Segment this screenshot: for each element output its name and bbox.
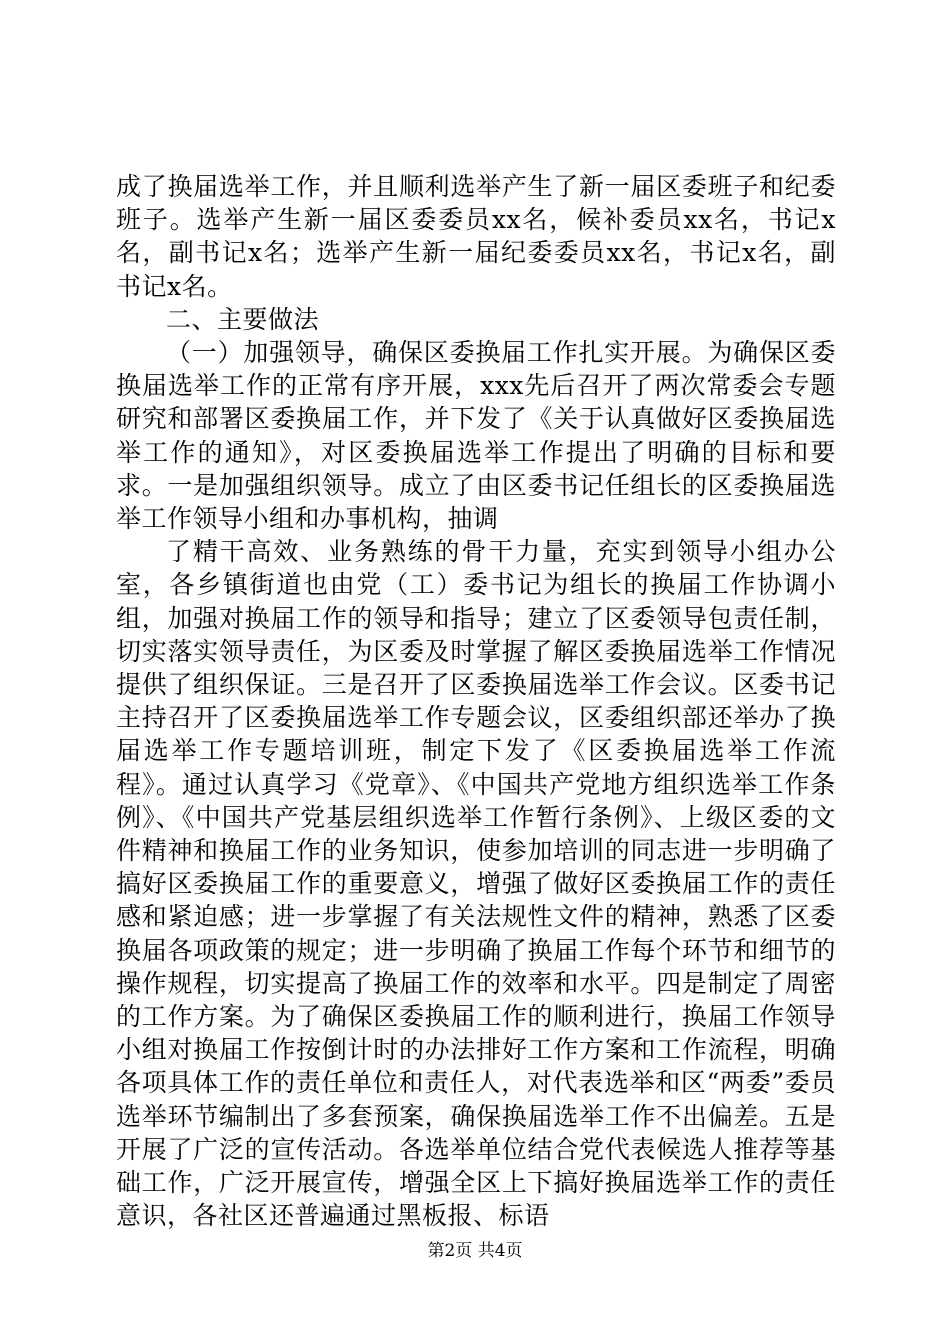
page-number-footer: 第2页 共4页 — [427, 1241, 523, 1261]
paragraph-election-results: 成了换届选举工作，并且顺利选举产生了新一届区委班子和纪委班子。选举产生新一届区委委员xx名，候补委员xx名，书记x名，副书记x名；选举产生新一届纪委委员xx名，书记x名，副书记x名。 — [116, 172, 836, 301]
paragraph-work-measures: 了精干高效、业务熟练的骨干力量，充实到领导小组办公室，各乡镇街道也由党（工）委书记为组长的换届工作协调小组，加强对换届工作的领导和指导；建立了区委领导包责任制，切实落实领导责任，为区委及时掌握了解区委换届选举工作情况提供了组织保证。三是召开了区委换届选举工作会议。区委书记主持召开了区委换届选举工作专题会议，区委组织部还举办了换届选举工作专题培训班，制定下发了《区委换届选举工作流程》。通过认真学习《党章》、《中国共产党地方组织选举工作条例》、《中国共产党基层组织选举工作暂行条例》、上级区委的文件精神和换届工作的业务知识，使参加培训的同志进一步明确了搞好区委换届工作的重要意义，增强了做好区委换届工作的责任感和紧迫感；进一步掌握了有关法规性文件的精神，熟悉了区委换届各项政策的规定；进一步明确了换届工作每个环节和细节的操作规程，切实提高了换届工作的效率和水平。四是制定了周密的工作方案。为了确保区委换届工作的顺利进行，换届工作领导小组对换届工作按倒计时的办法排好工作方案和工作流程，明确各项具体工作的责任单位和责任人，对代表选举和区“两委”委员选举环节编制出了多套预案，确保换届选举工作不出偏差。五是开展了广泛的宣传活动。各选举单位结合党代表候选人推荐等基础工作，广泛开展宣传，增强全区上下搞好换届选举工作的责任意识，各社区还普遍通过黑板报、标语 — [116, 537, 836, 1231]
paragraph-strengthen-leadership: （一）加强领导，确保区委换届工作扎实开展。为确保区委换届选举工作的正常有序开展，xxx先后召开了两次常委会专题研究和部署区委换届工作，并下发了《关于认真做好区委换届选举工作的通知》，对区委换届选举工作提出了明确的目标和要求。一是加强组织领导。成立了由区委书记任组长的区委换届选举工作领导小组和办事机构，抽调 — [116, 338, 836, 534]
document-body — [116, 170, 836, 1233]
section-heading-main-practices: 二、主要做法 — [166, 304, 320, 334]
